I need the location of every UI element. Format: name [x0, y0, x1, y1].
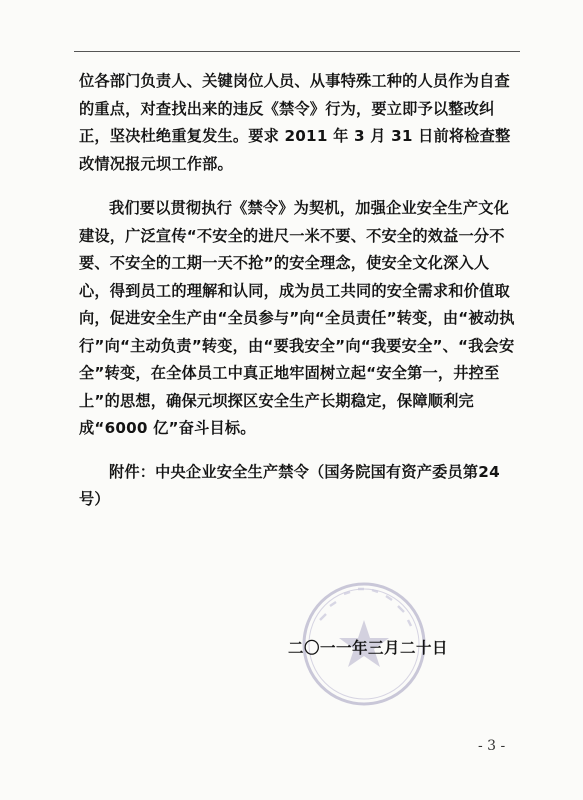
paragraph-continued: 位各部门负责人、关键岗位人员、从事特殊工种的人员作为自查的重点，对查找出来的违反《禁令》行为，要立即予以整改纠正，坚决杜绝重复发生。要求 2011 年 3 月 31 日前将检查整改情况报元坝工作部。: [79, 72, 511, 173]
page-number: - 3 -: [478, 738, 506, 754]
attachment-line: 附件：中央企业安全生产禁令（国务院国有资产委员第24号）: [79, 462, 500, 508]
header-rule: [74, 51, 520, 52]
document-date: 二〇一一年三月二十日: [288, 639, 449, 657]
document-body: [79, 68, 519, 514]
paragraph-safety-culture: 我们要以贯彻执行《禁令》为契机，加强企业安全生产文化建设，广泛宣传“不安全的进尺一米不要、不安全的效益一分不要、不安全的工期一天不抢”的安全理念，使安全文化深入人心，得到员工的理解和认同，成为员工共同的安全需求和价值取向，促进安全生产由“全员参与”向“全员责任”转变，由“被动执行”向“主动负责”转变，由“要我安全”向“我要安全”、“我会安全”转变，在全体员工中真正地牢固树立起“安全第一，井控至上”的思想，确保元坝探区安全生产长期稳定，保障顺利完成“6000 亿”奋斗目标。: [79, 199, 515, 437]
